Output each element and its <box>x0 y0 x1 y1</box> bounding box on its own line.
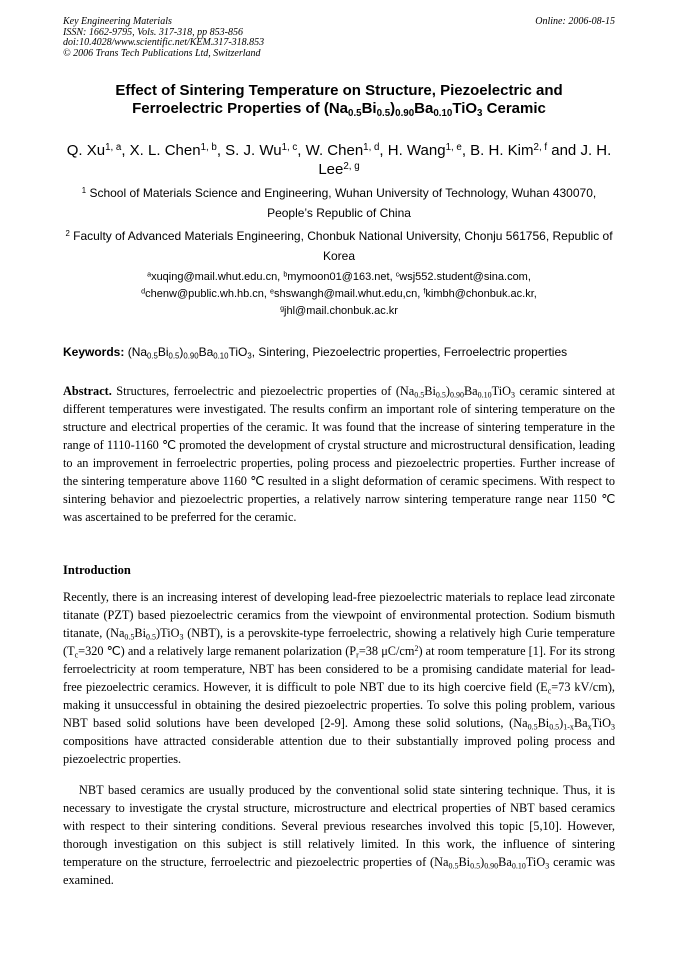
email-b[interactable]: mymoon01@163.net, <box>287 271 396 283</box>
copyright-line: © 2006 Trans Tech Publications Ltd, Switzerland <box>63 47 261 59</box>
author-list: Q. Xu$^{1, a}$, X. L. Chen$^{1, b}$, S. J. Wu$^{1, c}$, W. Chen$^{1, d}$, H. Wang$^{1, e}$, B. H. Kim$^{2, f}$ and J. H. Lee$^{2, g}$ <box>66 142 612 178</box>
email-f[interactable]: kimbh@chonbuk.ac.kr, <box>425 288 537 300</box>
keywords: Keywords: $(Na_{0.5}Bi_{0.5})_{0.90}Ba_{0.10}TiO_3$, Sintering, Piezoelectric properties, Ferroelectric properties <box>63 345 568 361</box>
issn-line: ISSN: 1662-9795, Vols. 317-318, pp 853-856 <box>63 26 243 38</box>
intro-paragraph-2: NBT based ceramics are usually produced by the conventional solid state sintering technique. Thus, it is necessary to investigate the crystal structure, microstructure and electrical properties of NBT based ceramics with respect to their sintering conditions. Several previous researches involved this topic [5,10]. However, thorough investigation on this subject is still relatively limited. In this work, the influence of sintering temperature on the structure, ferroelectric and piezoelectric properties of $(Na_{0.5}Bi_{0.5})_{0.90}Ba_{0.10}TiO_3$ ceramic was examined. <box>63 783 615 887</box>
author-emails: $^a$xuqing@mail.whut.edu.cn, $^b$mymoon01@163.net, $^c$wsj552.student@sina.com, $^d$chenw@public.wh.hb.cn, $^e$shswangh@mail.whut.edu,cn, $^f$kimbh@chonbuk.ac.kr, $^g$jhl@mail.chonbuk.ac.kr <box>141 270 537 317</box>
email-c[interactable]: wsj552.student@sina.com, <box>399 271 531 283</box>
title-line-2: Ferroelectric Properties of $(Na_{0.5}Bi_{0.5})_{0.90}Ba_{0.10}TiO_3$ Ceramic <box>132 100 546 119</box>
intro-paragraph-1: Recently, there is an increasing interest of developing lead-free piezoelectric materials to replace lead zirconate titanate (PZT) based piezoelectric ceramics from the viewpoint of environmental protection. Sodium bismuth titanate, $(Na_{0.5}Bi_{0.5})TiO_3$ (NBT), is a perovskite-type ferroelectric, showing a relatively high Curie temperature ($T_c=320$ ℃) and a relatively large remanent polarization ($P_r=38$ $\mu C/cm^2$) at room temperature [1]. For its strong ferroelectricity at room temperature, NBT has been considered to be a promising candidate material for lead-free piezoelectric ceramics. However, it is difficult to pole NBT due to its high coercive field ($E_c=73$ kV/cm), making it unsuccessful in obtaining the desired piezoelectric properties. To solve this poling problem, various NBT based solid solutions have been developed [2-9]. Among these solid solutions, $(Na_{0.5}Bi_{0.5})_{1-x}Ba_xTiO_3$ compositions have attracted considerable attention due to their substantially improved poling process and piezoelectric properties. <box>63 590 615 766</box>
email-d[interactable]: chenw@public.wh.hb.cn, <box>145 288 271 300</box>
section-heading-introduction: Introduction <box>63 563 131 577</box>
email-g[interactable]: jhl@mail.chonbuk.ac.kr <box>284 305 398 317</box>
journal-name: Key Engineering Materials <box>63 16 172 27</box>
doi-line: doi:10.4028/www.scientific.net/KEM.317-318.853 <box>63 37 265 48</box>
online-date: Online: 2006-08-15 <box>535 16 615 27</box>
journal-header <box>63 17 264 59</box>
email-e[interactable]: shswangh@mail.whut.edu,cn, <box>274 288 424 300</box>
affiliation-2: $^2$ Faculty of Advanced Materials Engineering, Chonbuk National University, Chonju 561756, Republic of Korea <box>65 229 613 263</box>
email-a[interactable]: xuqing@mail.whut.edu.cn, <box>151 271 284 283</box>
abstract: Abstract. Structures, ferroelectric and piezoelectric properties of $(Na_{0.5}Bi_{0.5})_{0.90}Ba_{0.10}TiO_3$ ceramic sintered at different temperatures were investigated. The results confirm an important role of sintering temperature on the structure and electrical properties of the ceramic. It was found that the increase of sintering temperature in the range of 1110-1160 ℃ promoted the development of crystal structure and microstructural densification, leading to an improvement in ferroelectric properties, poling process and piezoelectric properties. Further increase of the sintering temperature above 1160 ℃ resulted in a slight deformation of ceramic specimens. With respect to sintering behavior and piezoelectric properties, a relatively narrow sintering temperature range near 1150 ℃ was ascertained to be preferred for the ceramic. <box>63 384 615 524</box>
affiliation-1: $^1$ School of Materials Science and Engineering, Wuhan University of Technology, Wuhan 430070, People’s Republic of China <box>81 186 597 220</box>
title-line-1: Effect of Sintering Temperature on Structure, Piezoelectric and <box>115 82 563 99</box>
paper-title <box>63 82 615 118</box>
